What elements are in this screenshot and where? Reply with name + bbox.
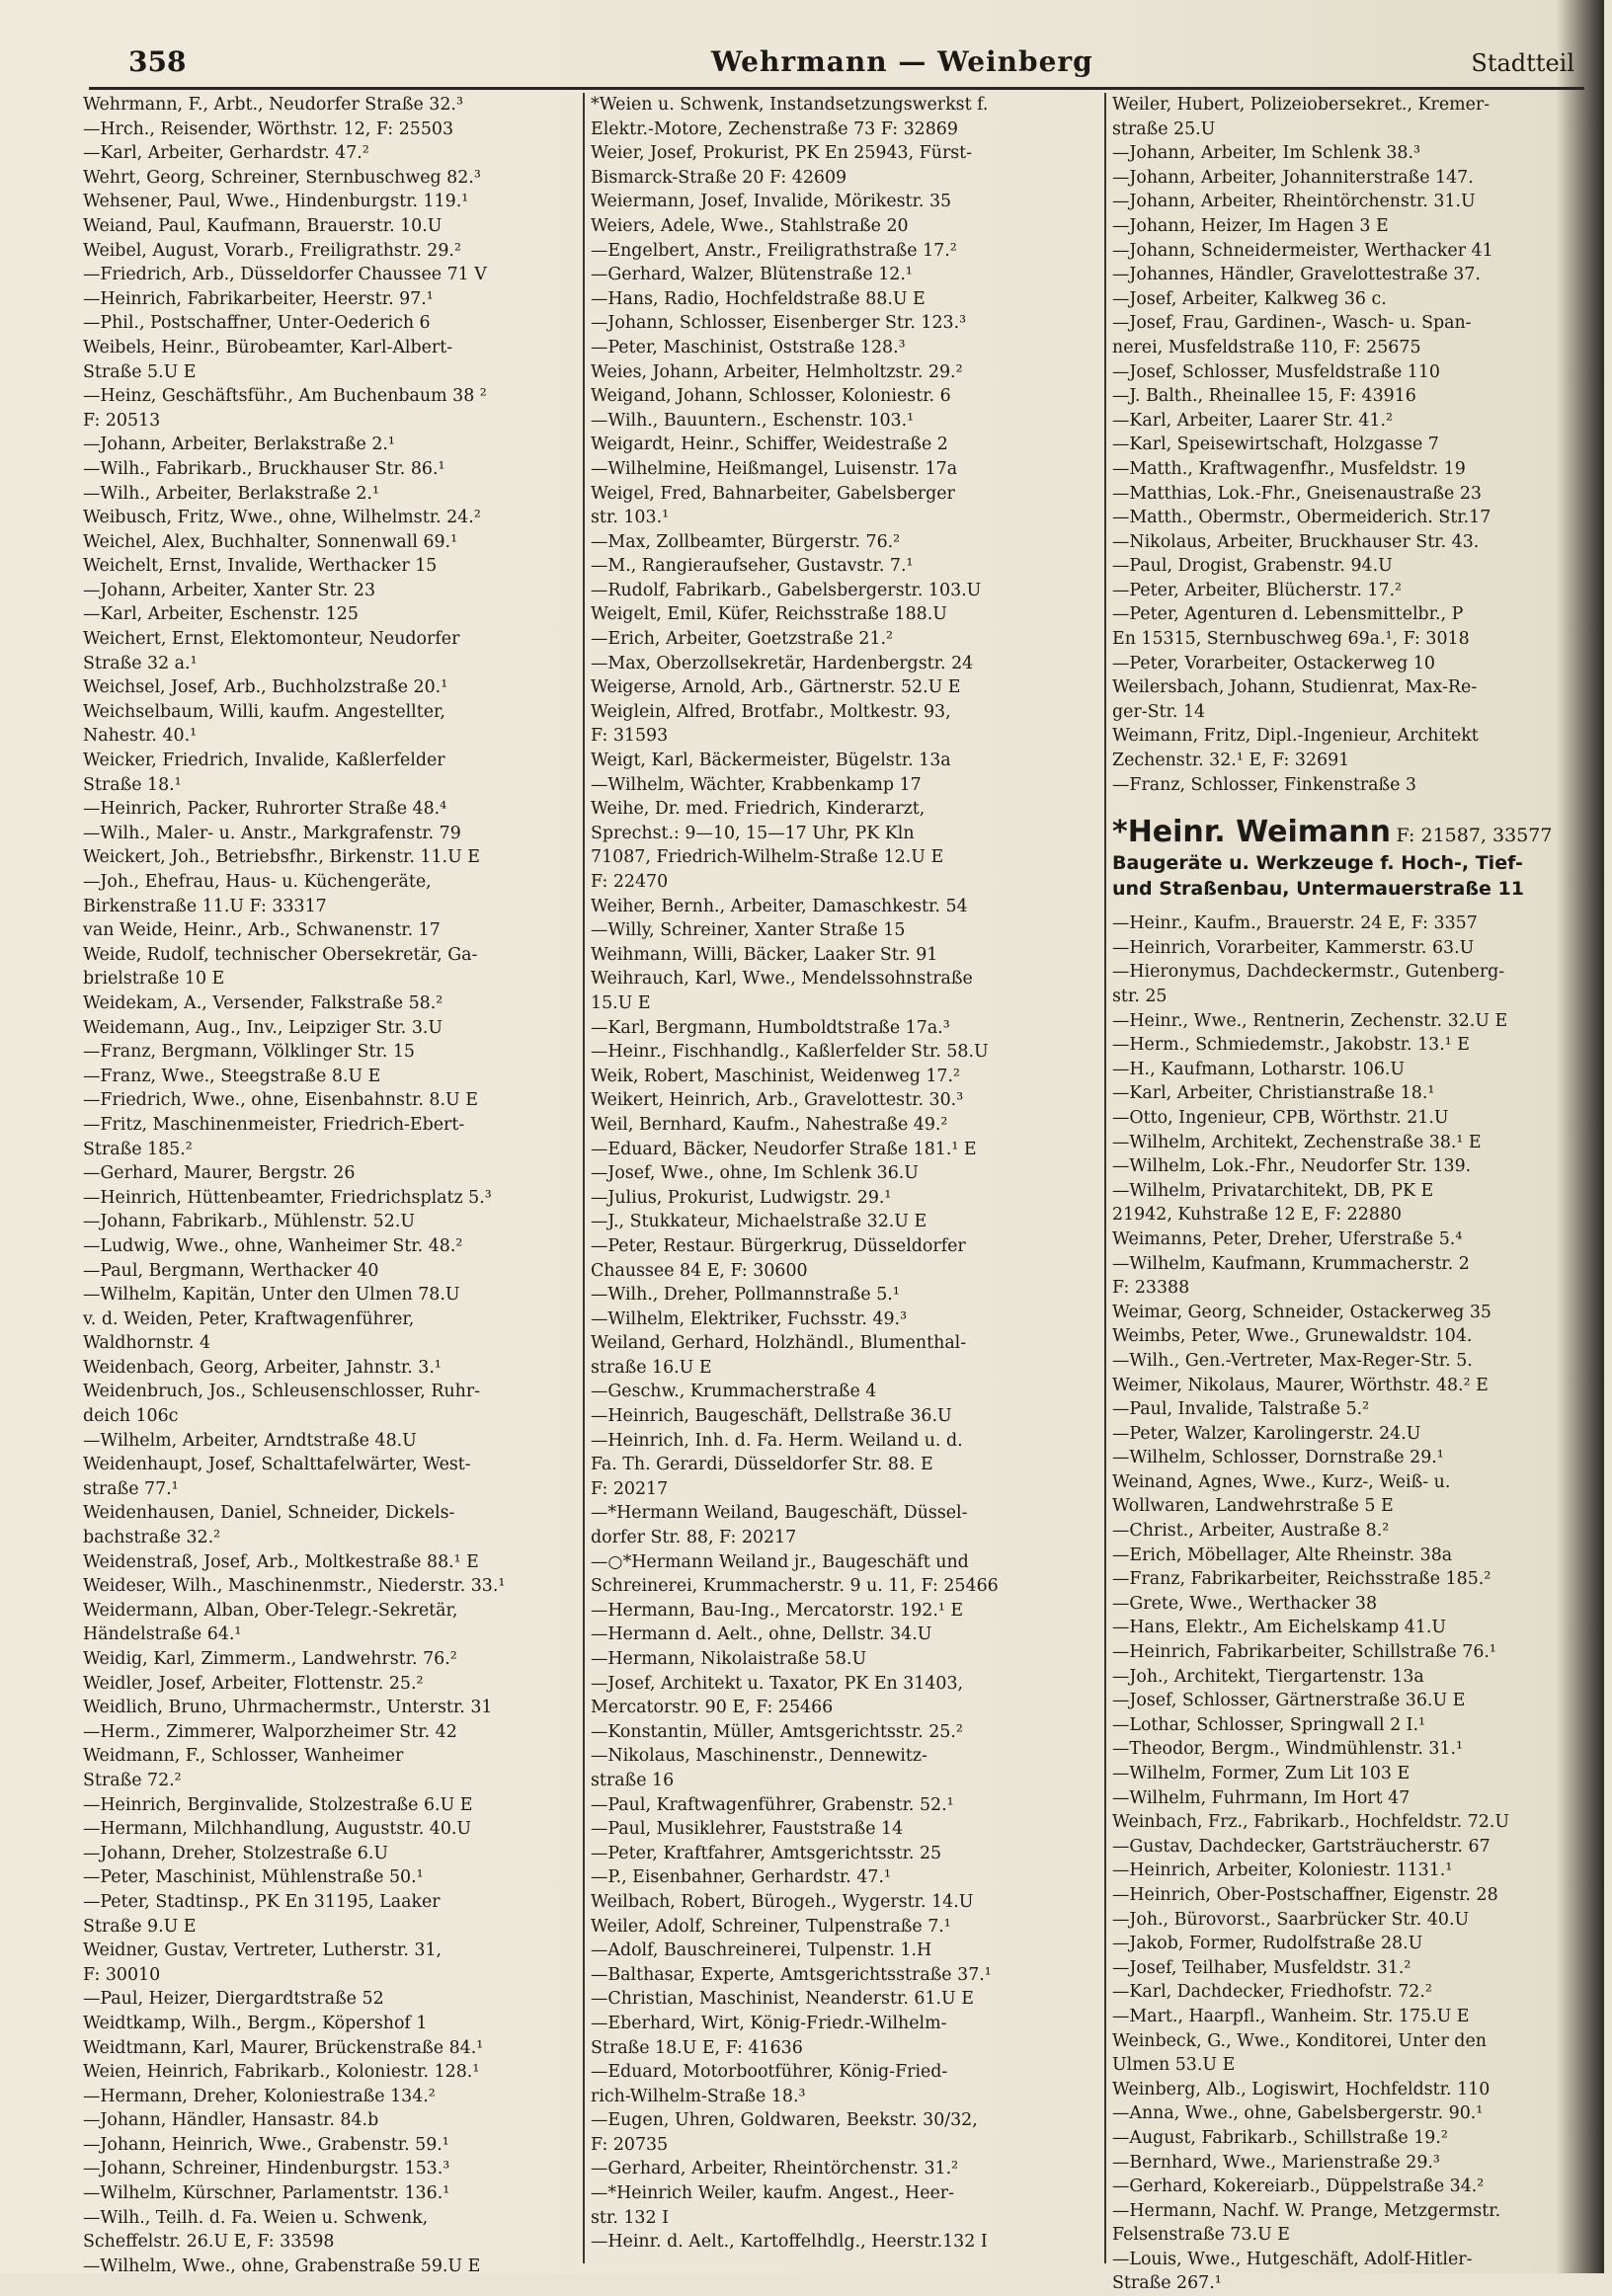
directory-entry: Weigerse, Arnold, Arb., Gärtnerstr. 52.U E [591, 677, 961, 698]
advertisement-block [1112, 815, 1612, 902]
directory-entry: —Hans, Elektr., Am Eichelskamp 41.U [1112, 1618, 1447, 1638]
directory-entry: —Christian, Maschinist, Neanderstr. 61.U E [591, 1989, 974, 2010]
directory-entry: —Peter, Maschinist, Oststraße 128.³ [591, 337, 906, 357]
directory-entry: Weigand, Johann, Schlosser, Koloniestr. 6 [591, 386, 951, 407]
directory-entry: —Nikolaus, Arbeiter, Bruckhauser Str. 43. [1112, 531, 1480, 552]
directory-entry: Weidenstraß, Josef, Arb., Moltkestraße 88.¹ E [83, 1551, 479, 1572]
directory-entry: —Balthasar, Experte, Amtsgerichtsstraße 37.¹ [591, 1964, 992, 1985]
directory-entry: —Wilh., Dreher, Pollmannstraße 5.¹ [591, 1285, 900, 1306]
directory-entry: ger-Str. 14 [1112, 701, 1206, 722]
directory-entry: straße 25.U [1112, 119, 1216, 139]
directory-entry: —J., Stukkateur, Michaelstraße 32.U E [591, 1212, 927, 1232]
directory-entry: Weimar, Georg, Schneider, Ostackerweg 35 [1112, 1302, 1491, 1322]
directory-entry: F: 23388 [1112, 1278, 1190, 1299]
directory-entry: —Wilhelm, Kürschner, Parlamentstr. 136.¹ [83, 2183, 450, 2204]
directory-entry: Weidtmann, Karl, Maurer, Brückenstraße 84.¹ [83, 2037, 484, 2058]
directory-entry: —Lothar, Schlosser, Springwall 2 I.¹ [1112, 1714, 1426, 1735]
directory-entry: Weiher, Bernh., Arbeiter, Damaschkestr. 54 [591, 896, 968, 916]
directory-entry: str. 25 [1112, 987, 1168, 1006]
directory-entry: —*Hermann Weiland, Baugeschäft, Düssel- [591, 1503, 968, 1524]
directory-entry: Straße 9.U E [83, 1916, 197, 1937]
directory-entry: Weigt, Karl, Bäckermeister, Bügelstr. 13a [591, 751, 951, 771]
directory-entry: Weide, Rudolf, technischer Obersekretär, Ga- [83, 944, 478, 965]
directory-entry: Weihrauch, Karl, Wwe., Mendelssohnstraße [591, 969, 973, 990]
directory-entry: —Phil., Postschaffner, Unter-Oederich 6 [83, 313, 431, 334]
directory-entry: —Paul, Bergmann, Werthacker 40 [83, 1260, 379, 1281]
directory-entry: —Josef, Schlosser, Gärtnerstraße 36.U E [1112, 1691, 1466, 1711]
directory-entry: —Johann, Heinrich, Wwe., Grabenstr. 59.¹ [83, 2134, 449, 2155]
directory-entry: —Wilhelm, Arbeiter, Arndtstraße 48.U [83, 1430, 417, 1451]
directory-entry: —Hermann, Milchhandlung, Auguststr. 40.U [83, 1819, 472, 1840]
directory-entry: —Hans, Radio, Hochfeldstraße 88.U E [591, 288, 926, 309]
directory-entry: —Heinr. d. Aelt., Kartoffelhdlg., Heerstr.132 I [591, 2232, 988, 2253]
directory-entry: —Friedrich, Arb., Düsseldorfer Chaussee 71 V [83, 265, 487, 285]
directory-entry: Weikert, Heinrich, Arb., Gravelottestr. 30.³ [591, 1090, 964, 1111]
directory-entry: —P., Eisenbahner, Gerhardstr. 47.¹ [591, 1867, 891, 1888]
directory-entry: rich-Wilhelm-Straße 18.³ [591, 2086, 806, 2106]
directory-entry: Weimanns, Peter, Dreher, Uferstraße 5.⁴ [1112, 1228, 1463, 1249]
directory-entry: Weilersbach, Johann, Studienrat, Max-Re- [1112, 677, 1478, 698]
directory-entry: F: 31593 [591, 726, 669, 747]
directory-entry: Weidlich, Bruno, Uhrmachermstr., Unterstr. 31 [83, 1698, 493, 1718]
directory-entry: Weinand, Agnes, Wwe., Kurz-, Weiß- u. [1112, 1471, 1451, 1492]
directory-entry: Weiler, Adolf, Schreiner, Tulpenstraße 7.¹ [591, 1916, 951, 1937]
directory-entry: En 15315, Sternbuschweg 69a.¹, F: 3018 [1112, 629, 1470, 650]
directory-entry: Weichsel, Josef, Arb., Buchholzstraße 20.¹ [83, 677, 448, 698]
directory-entry: Wehsener, Paul, Wwe., Hindenburgstr. 119.¹ [83, 192, 469, 212]
directory-entry: 71087, Friedrich-Wilhelm-Straße 12.U E [591, 847, 944, 868]
directory-entry: Weiermann, Josef, Invalide, Mörikestr. 35 [591, 192, 952, 212]
directory-entry: Weiler, Hubert, Polizeiobersekret., Kremer- [1112, 95, 1491, 115]
directory-entry: —Wilh., Gen.-Vertreter, Max-Reger-Str. 5. [1112, 1350, 1473, 1371]
directory-entry: —Heinrich, Inh. d. Fa. Herm. Weiland u. d. [591, 1430, 963, 1451]
directory-entry: —Louis, Wwe., Hutgeschäft, Adolf-Hitler- [1112, 2249, 1473, 2269]
directory-entry: v. d. Weiden, Peter, Kraftwagenführer, [83, 1308, 415, 1329]
page-title: Wehrmann — Weinberg [711, 45, 1093, 78]
directory-entry: —*Heinrich Weiler, kaufm. Angest., Heer- [591, 2183, 954, 2204]
directory-entry: —Heinrich, Fabrikarbeiter, Schillstraße 76.¹ [1112, 1642, 1496, 1663]
directory-entry: Weidner, Gustav, Vertreter, Lutherstr. 31, [83, 1940, 443, 1961]
directory-entry: —Max, Zollbeamter, Bürgerstr. 76.² [591, 531, 901, 552]
directory-entry: Weidemann, Aug., Inv., Leipziger Str. 3.U [83, 1017, 443, 1038]
directory-entry: —Grete, Wwe., Werthacker 38 [1112, 1593, 1378, 1614]
directory-entry: Weiers, Adele, Wwe., Stahlstraße 20 [591, 215, 909, 236]
directory-entry: Weidler, Josef, Arbeiter, Flottenstr. 25.² [83, 1673, 424, 1694]
directory-entry: Weimbs, Peter, Wwe., Grunewaldstr. 104. [1112, 1326, 1473, 1347]
directory-entry: nerei, Musfeldstraße 110, F: 25675 [1112, 337, 1421, 357]
directory-entry: —Johann, Arbeiter, Im Schlenk 38.³ [1112, 143, 1420, 164]
directory-entry: —August, Fabrikarb., Schillstraße 19.² [1112, 2127, 1448, 2148]
directory-entry: brielstraße 10 E [83, 969, 225, 990]
ad-description: Baugeräte u. Werkzeuge f. Hoch-, Tief- [1112, 852, 1523, 875]
directory-entry: —Josef, Frau, Gardinen-, Wasch- u. Span- [1112, 313, 1472, 334]
directory-entry: —Peter, Stadtinsp., PK En 31195, Laaker [83, 1891, 441, 1912]
directory-entry: Felsenstraße 73.U E [1112, 2225, 1290, 2246]
directory-entry: Weichelt, Ernst, Invalide, Werthacker 15 [83, 556, 438, 577]
directory-entry: —Heinr., Fischhandlg., Kaßlerfelder Str. 58.U [591, 1042, 989, 1063]
directory-entry: —Paul, Invalide, Talstraße 5.² [1112, 1399, 1370, 1420]
directory-entry: —Gerhard, Maurer, Bergstr. 26 [83, 1163, 356, 1184]
directory-entry: —Josef, Schlosser, Musfeldstraße 110 [1112, 361, 1440, 382]
directory-entry: —Matthias, Lok.-Fhr., Gneisenaustraße 23 [1112, 483, 1482, 504]
directory-entry: Weidekam, A., Versender, Falkstraße 58.² [83, 992, 443, 1013]
directory-entry: Wehrt, Georg, Schreiner, Sternbuschweg 82.³ [83, 167, 481, 188]
directory-entry: —Gustav, Dachdecker, Gartsträucherstr. 67 [1112, 1836, 1491, 1857]
directory-entry: —Peter, Arbeiter, Blücherstr. 17.² [1112, 580, 1403, 600]
page-header [89, 40, 1584, 90]
directory-entry: —Johann, Fabrikarb., Mühlenstr. 52.U [83, 1212, 415, 1232]
directory-entry: F: 20217 [591, 1478, 669, 1499]
directory-entry: —Johann, Arbeiter, Xanter Str. 23 [83, 580, 376, 600]
directory-entry: str. 132 I [591, 2207, 669, 2228]
directory-entry: —Wilh., Fabrikarb., Bruckhauser Str. 86.¹ [83, 458, 445, 479]
directory-entry: —Joh., Architekt, Tiergartenstr. 13a [1112, 1666, 1424, 1687]
directory-entry: F: 20735 [591, 2134, 669, 2155]
directory-entry: —Johann, Schreiner, Hindenburgstr. 153.³ [83, 2159, 450, 2179]
directory-entry: Weinberg, Alb., Logiswirt, Hochfeldstr. 110 [1112, 2079, 1491, 2099]
directory-entry: dorfer Str. 88, F: 20217 [591, 1528, 797, 1548]
directory-entry: Weibels, Heinr., Bürobeamter, Karl-Albert- [83, 337, 453, 357]
directory-entry: Sprechst.: 9—10, 15—17 Uhr, PK Kln [591, 823, 915, 843]
directory-entry: —Anna, Wwe., ohne, Gabelsbergerstr. 90.¹ [1112, 2103, 1484, 2124]
directory-entry: —Wilhelm, Former, Zum Lit 103 E [1112, 1764, 1410, 1783]
directory-entry: —Josef, Wwe., ohne, Im Schlenk 36.U [591, 1163, 919, 1184]
directory-entry: —Heinrich, Ober-Postschaffner, Eigenstr. 28 [1112, 1884, 1498, 1905]
directory-entry: Birkenstraße 11.U F: 33317 [83, 896, 327, 916]
directory-entry: Mercatorstr. 90 E, F: 25466 [591, 1698, 834, 1718]
directory-entry: Ulmen 53.U E [1112, 2055, 1236, 2076]
directory-entry: —○*Hermann Weiland jr., Baugeschäft und [591, 1551, 969, 1572]
directory-entry: —Erich, Arbeiter, Goetzstraße 21.² [591, 629, 894, 650]
directory-entry: —Josef, Teilhaber, Musfeldstr. 31.² [1112, 1957, 1411, 1978]
directory-entry: Weies, Johann, Arbeiter, Helmholtzstr. 29.² [591, 361, 963, 382]
directory-entry: —Willy, Schreiner, Xanter Straße 15 [591, 920, 906, 941]
directory-entry: —Herm., Zimmerer, Walporzheimer Str. 42 [83, 1721, 457, 1742]
directory-entry: Straße 18.U E, F: 41636 [591, 2037, 803, 2058]
directory-entry: —Heinrich, Berginvalide, Stolzestraße 6.U E [83, 1794, 473, 1815]
directory-entry: —Rudolf, Fabrikarb., Gabelsbergerstr. 103.U [591, 580, 982, 600]
directory-entry: —Paul, Kraftwagenführer, Grabenstr. 52.¹ [591, 1794, 954, 1815]
directory-entry: Elektr.-Motore, Zechenstraße 73 F: 32869 [591, 119, 958, 139]
directory-entry: —Johann, Heizer, Im Hagen 3 E [1112, 215, 1389, 236]
district-label: Stadtteil [1471, 49, 1574, 77]
directory-entry: F: 22470 [591, 872, 669, 892]
directory-entry: Weimann, Fritz, Dipl.-Ingenieur, Architekt [1112, 726, 1479, 747]
directory-entry: Weidtkamp, Wilh., Bergm., Köpershof 1 [83, 2013, 428, 2033]
directory-entry: Weimer, Nikolaus, Maurer, Wörthstr. 48.² E [1112, 1375, 1489, 1395]
directory-entry: Weigelt, Emil, Küfer, Reichsstraße 188.U [591, 604, 947, 625]
directory-entry: —Erich, Möbellager, Alte Rheinstr. 38a [1112, 1544, 1453, 1565]
directory-entry: Fa. Th. Gerardi, Düsseldorfer Str. 88. E [591, 1455, 933, 1475]
directory-entry: —Fritz, Maschinenmeister, Friedrich-Ebert- [83, 1114, 465, 1135]
directory-entry: —Wilhelm, Schlosser, Dornstraße 29.¹ [1112, 1448, 1444, 1468]
directory-entry: —Heinr., Wwe., Rentnerin, Zechenstr. 32.U E [1112, 1010, 1508, 1031]
directory-entry: —Hermann, Nikolaistraße 58.U [591, 1649, 867, 1669]
directory-entry: —Wilhelm, Kaufmann, Krummacherstr. 2 [1112, 1253, 1470, 1274]
column-2 [583, 93, 1108, 2263]
directory-entry: —Jakob, Former, Rudolfstraße 28.U [1112, 1934, 1423, 1954]
directory-entry: —Eberhard, Wirt, König-Friedr.-Wilhelm- [591, 2013, 947, 2033]
directory-entry: Weideser, Wilh., Maschinenmstr., Niederstr. 33.¹ [83, 1576, 506, 1597]
directory-entry: —Karl, Arbeiter, Gerhardstr. 47.² [83, 143, 369, 164]
directory-entry: —Paul, Musiklehrer, Fauststraße 14 [591, 1819, 904, 1840]
directory-entry: 15.U E [591, 992, 651, 1013]
directory-entry: Weidenbruch, Jos., Schleusenschlosser, Ruhr- [83, 1382, 481, 1402]
directory-entry: —Matth., Obermstr., Obermeiderich. Str.17 [1112, 508, 1491, 528]
directory-entry: —Karl, Bergmann, Humboldtstraße 17a.³ [591, 1017, 950, 1038]
directory-entry: —H., Kaufmann, Lotharstr. 106.U [1112, 1059, 1406, 1079]
directory-entry: —Heinrich, Packer, Ruhrorter Straße 48.⁴ [83, 799, 447, 820]
ad-description: und Straßenbau, Untermauerstraße 11 [1112, 878, 1524, 901]
directory-entry: Weicker, Friedrich, Invalide, Kaßlerfelder [83, 751, 445, 771]
directory-entry: —Hieronymus, Dachdeckermstr., Gutenberg- [1112, 962, 1505, 983]
directory-entry: —Hermann d. Aelt., ohne, Dellstr. 34.U [591, 1624, 932, 1645]
directory-entry: deich 106c [83, 1406, 179, 1427]
directory-entry: —Hermann, Dreher, Koloniestraße 134.² [83, 2086, 436, 2106]
directory-entry: —Wilh., Arbeiter, Berlakstraße 2.¹ [83, 483, 379, 504]
directory-entry: bachstraße 32.² [83, 1528, 221, 1548]
directory-entry: —Johann, Dreher, Stolzestraße 6.U [83, 1843, 389, 1863]
directory-entry: —Joh., Ehefrau, Haus- u. Küchengeräte, [83, 872, 432, 892]
directory-entry: —Johann, Arbeiter, Berlakstraße 2.¹ [83, 435, 395, 455]
directory-entry: —Josef, Arbeiter, Kalkweg 36 c. [1112, 288, 1387, 309]
directory-entry: Weidermann, Alban, Ober-Telegr.-Sekretär, [83, 1600, 458, 1621]
column-3 [1104, 93, 1612, 2294]
directory-entry: Weidmann, F., Schlosser, Wanheimer [83, 1746, 404, 1767]
directory-entry: —Paul, Drogist, Grabenstr. 94.U [1112, 556, 1393, 577]
directory-entry: —Franz, Schlosser, Finkenstraße 3 [1112, 774, 1416, 795]
directory-entry: Straße 185.² [83, 1139, 193, 1159]
directory-entry: —Heinr., Kaufm., Brauerstr. 24 E, F: 3357 [1112, 913, 1478, 934]
directory-entry: —Karl, Arbeiter, Eschenstr. 125 [83, 604, 359, 625]
directory-entry: —Eugen, Uhren, Goldwaren, Beekstr. 30/32, [591, 2110, 978, 2131]
directory-entry: Straße 72.² [83, 1770, 182, 1790]
directory-entry: —Josef, Architekt u. Taxator, PK En 31403, [591, 1673, 964, 1694]
directory-entry: —Peter, Restaur. Bürgerkrug, Düsseldorfer [591, 1235, 966, 1256]
directory-entry: —Heinrich, Vorarbeiter, Kammerstr. 63.U [1112, 937, 1475, 958]
directory-entry: Weibusch, Fritz, Wwe., ohne, Wilhelmstr. 24.² [83, 508, 481, 528]
directory-entry: *Weien u. Schwenk, Instandsetzungswerkst f. [591, 95, 989, 115]
directory-entry: —Wilh., Maler- u. Anstr., Markgrafenstr. 79 [83, 823, 461, 843]
directory-entry: Chaussee 84 E, F: 30600 [591, 1260, 808, 1281]
directory-entry: Weidenbach, Georg, Arbeiter, Jahnstr. 3.¹ [83, 1357, 442, 1378]
directory-entry: Wehrmann, F., Arbt., Neudorfer Straße 32.³ [83, 95, 463, 115]
directory-entry: van Weide, Heinr., Arb., Schwanenstr. 17 [83, 920, 441, 941]
directory-entry: Weilbach, Robert, Bürogeh., Wygerstr. 14.U [591, 1891, 974, 1912]
page-number: 358 [128, 45, 187, 78]
directory-entry: Händelstraße 64.¹ [83, 1624, 242, 1645]
directory-entry: —Konstantin, Müller, Amtsgerichtsstr. 25.² [591, 1721, 963, 1742]
directory-entry: —Johann, Arbeiter, Rheintörchenstr. 31.U [1112, 192, 1476, 212]
directory-entry: Scheffelstr. 26.U E, F: 33598 [83, 2232, 335, 2253]
directory-entry: Weihmann, Willi, Bäcker, Laaker Str. 91 [591, 944, 938, 965]
directory-entry: —Julius, Prokurist, Ludwigstr. 29.¹ [591, 1187, 892, 1208]
directory-entry: —Wilhelmine, Heißmangel, Luisenstr. 17a [591, 458, 958, 479]
directory-entry: —Hermann, Nachf. W. Prange, Metzgermstr. [1112, 2200, 1501, 2221]
directory-entry: —Wilhelm, Architekt, Zechenstraße 38.¹ E [1112, 1132, 1482, 1152]
directory-entry: straße 77.¹ [83, 1478, 179, 1499]
directory-entry: Nahestr. 40.¹ [83, 726, 198, 747]
directory-entry: —Peter, Walzer, Karolingerstr. 24.U [1112, 1423, 1421, 1444]
directory-entry: —Johann, Händler, Hansastr. 84.b [83, 2110, 379, 2131]
directory-entry: straße 16 [591, 1770, 675, 1790]
directory-entry: —Christ., Arbeiter, Austraße 8.² [1112, 1521, 1390, 1542]
directory-entry: —Heinrich, Hüttenbeamter, Friedrichsplatz 5.³ [83, 1187, 492, 1208]
directory-entry: —Matth., Kraftwagenfhr., Musfeldstr. 19 [1112, 458, 1466, 479]
directory-entry: —Wilh., Teilh. d. Fa. Weien u. Schwenk, [83, 2207, 429, 2228]
ad-phone: F: 21587, 33577 [1396, 825, 1553, 847]
directory-entry: Weidenhaupt, Josef, Schalttafelwärter, West- [83, 1455, 471, 1475]
directory-entry: —Heinz, Geschäftsführ., Am Buchenbaum 38 ² [83, 386, 487, 407]
directory-entry: —Herm., Schmiedemstr., Jakobstr. 13.¹ E [1112, 1035, 1470, 1056]
directory-entry: Straße 267.¹ [1112, 2273, 1222, 2294]
directory-entry: —Eduard, Motorbootführer, König-Fried- [591, 2062, 948, 2083]
directory-entry: Weinbeck, G., Wwe., Konditorei, Unter den [1112, 2030, 1487, 2051]
directory-entry: Weiglein, Alfred, Brotfabr., Moltkestr. 93, [591, 701, 951, 722]
directory-entry: —Peter, Agenturen d. Lebensmittelbr., P [1112, 604, 1464, 625]
directory-entry: Weibel, August, Vorarb., Freiligrathstr. 29.² [83, 240, 461, 261]
directory-entry: —Wilhelm, Wwe., ohne, Grabenstraße 59.U E [83, 2256, 481, 2276]
directory-entry: —Wilhelm, Privatarchitekt, DB, PK E [1112, 1180, 1434, 1201]
directory-entry: Weik, Robert, Maschinist, Weidenweg 17.² [591, 1066, 960, 1086]
directory-entry: —Wilh., Bauuntern., Eschenstr. 103.¹ [591, 410, 915, 431]
directory-entry: —Wilhelm, Kapitän, Unter den Ulmen 78.U [83, 1285, 460, 1306]
directory-entry: Weidenhausen, Daniel, Schneider, Dickels- [83, 1503, 455, 1524]
directory-entry: str. 103.¹ [591, 508, 670, 528]
directory-entry: —Paul, Heizer, Diergardtstraße 52 [83, 1989, 384, 2010]
directory-entry: —Wilhelm, Elektriker, Fuchsstr. 49.³ [591, 1308, 908, 1329]
ad-company-name: *Heinr. Weimann [1112, 815, 1392, 850]
directory-entry: Weickert, Joh., Betriebsfhr., Birkenstr. 11.U E [83, 847, 480, 868]
directory-entry: —Theodor, Bergm., Windmühlenstr. 31.¹ [1112, 1739, 1464, 1760]
directory-entry: —Peter, Maschinist, Mühlenstraße 50.¹ [83, 1867, 424, 1888]
directory-entry: —Peter, Vorarbeiter, Ostackerweg 10 [1112, 653, 1435, 673]
directory-entry: straße 16.U E [591, 1357, 712, 1378]
directory-entry: —Karl, Dachdecker, Friedhofstr. 72.² [1112, 1982, 1432, 2003]
directory-entry: —Ludwig, Wwe., ohne, Wanheimer Str. 48.² [83, 1235, 463, 1256]
directory-entry: —Hermann, Bau-Ing., Mercatorstr. 192.¹ E [591, 1600, 964, 1621]
directory-entry: —Wilhelm, Fuhrmann, Im Hort 47 [1112, 1787, 1410, 1808]
directory-entry: Waldhornstr. 4 [83, 1333, 211, 1354]
directory-entry: —Franz, Fabrikarbeiter, Reichsstraße 185.² [1112, 1569, 1491, 1590]
directory-entry: —M., Rangieraufseher, Gustavstr. 7.¹ [591, 556, 914, 577]
directory-entry: Weiand, Paul, Kaufmann, Brauerstr. 10.U [83, 215, 443, 236]
directory-entry: Schreinerei, Krummacherstr. 9 u. 11, F: 25466 [591, 1576, 999, 1597]
directory-entry: —Geschw., Krummacherstraße 4 [591, 1382, 877, 1402]
directory-entry: Weier, Josef, Prokurist, PK En 25943, Fürst- [591, 143, 973, 164]
directory-entry: Weinbach, Frz., Fabrikarb., Hochfeldstr. 72.U [1112, 1812, 1510, 1833]
directory-entry: —Adolf, Bauschreinerei, Tulpenstr. 1.H [591, 1940, 932, 1961]
directory-entry: Weigardt, Heinr., Schiffer, Weidestraße 2 [591, 435, 948, 455]
directory-entry: 21942, Kuhstraße 12 E, F: 22880 [1112, 1205, 1402, 1226]
directory-entry: —Heinrich, Arbeiter, Koloniestr. 1131.¹ [1112, 1861, 1453, 1881]
directory-entry: Zechenstr. 32.¹ E, F: 32691 [1112, 751, 1350, 771]
directory-entry: —Gerhard, Walzer, Blütenstraße 12.¹ [591, 265, 913, 285]
directory-entry: Weien, Heinrich, Fabrikarb., Koloniestr. 128.¹ [83, 2062, 480, 2083]
directory-entry: —Bernhard, Wwe., Marienstraße 29.³ [1112, 2152, 1440, 2173]
directory-entry: Straße 18.¹ [83, 774, 182, 795]
directory-entry: Weiland, Gerhard, Holzhändl., Blumenthal- [591, 1333, 967, 1354]
directory-entry: —Johann, Schneidermeister, Werthacker 41 [1112, 240, 1493, 261]
directory-entry: —Heinrich, Fabrikarbeiter, Heerstr. 97.¹ [83, 288, 434, 309]
directory-entry: F: 20513 [83, 410, 161, 431]
directory-entry: Weil, Bernhard, Kaufm., Nahestraße 49.² [591, 1114, 948, 1135]
directory-entry: —Otto, Ingenieur, CPB, Wörthstr. 21.U [1112, 1107, 1449, 1128]
directory-entry: —Karl, Speisewirtschaft, Holzgasse 7 [1112, 435, 1439, 455]
directory-entry: F: 30010 [83, 1964, 161, 1985]
directory-entry: —Karl, Arbeiter, Christianstraße 18.¹ [1112, 1083, 1435, 1104]
directory-entry: —Nikolaus, Maschinenstr., Dennewitz- [591, 1746, 927, 1767]
directory-entry: Bismarck-Straße 20 F: 42609 [591, 167, 847, 188]
directory-entry: —Hrch., Reisender, Wörthstr. 12, F: 25503 [83, 119, 454, 139]
directory-entry: —J. Balth., Rheinallee 15, F: 43916 [1112, 386, 1416, 407]
directory-entry: —Wilhelm, Lok.-Fhr., Neudorfer Str. 139. [1112, 1156, 1472, 1177]
directory-entry: Weidig, Karl, Zimmerm., Landwehrstr. 76.² [83, 1649, 457, 1669]
directory-entry: —Wilhelm, Wächter, Krabbenkamp 17 [591, 774, 922, 795]
directory-entry: —Johann, Schlosser, Eisenberger Str. 123.³ [591, 313, 967, 334]
column-1 [83, 93, 579, 2276]
directory-entry: —Mart., Haarpfl., Wanheim. Str. 175.U E [1112, 2006, 1470, 2026]
directory-entry: —Johann, Arbeiter, Johanniterstraße 147. [1112, 167, 1474, 188]
directory-entry: —Johannes, Händler, Gravelottestraße 37. [1112, 265, 1481, 285]
directory-entry: —Franz, Bergmann, Völklinger Str. 15 [83, 1042, 415, 1063]
directory-entry: Weichert, Ernst, Elektomonteur, Neudorfer [83, 629, 460, 650]
directory-entry: —Peter, Kraftfahrer, Amtsgerichtsstr. 25 [591, 1843, 942, 1863]
directory-entry: —Gerhard, Kokereiarb., Düppelstraße 34.² [1112, 2177, 1485, 2197]
directory-entry: —Friedrich, Wwe., ohne, Eisenbahnstr. 8.U E [83, 1090, 478, 1111]
directory-entry: Weichselbaum, Willi, kaufm. Angestellter, [83, 701, 445, 722]
directory-entry: —Engelbert, Anstr., Freiligrathstraße 17.² [591, 240, 957, 261]
directory-entry: —Karl, Arbeiter, Laarer Str. 41.² [1112, 410, 1393, 431]
directory-entry: —Max, Oberzollsekretär, Hardenbergstr. 24 [591, 653, 974, 673]
directory-entry: —Joh., Bürovorst., Saarbrücker Str. 40.U [1112, 1909, 1470, 1930]
directory-entry: Weihe, Dr. med. Friedrich, Kinderarzt, [591, 799, 926, 820]
directory-entry: Straße 32 a.¹ [83, 653, 198, 673]
directory-entry: —Gerhard, Arbeiter, Rheintörchenstr. 31.² [591, 2159, 959, 2179]
directory-entry: —Eduard, Bäcker, Neudorfer Straße 181.¹ E [591, 1139, 977, 1159]
directory-entry: —Heinrich, Baugeschäft, Dellstraße 36.U [591, 1406, 952, 1427]
directory-entry: Straße 5.U E [83, 361, 197, 382]
directory-entry: Weichel, Alex, Buchhalter, Sonnenwall 69.¹ [83, 531, 458, 552]
directory-entry: Wollwaren, Landwehrstraße 5 E [1112, 1496, 1394, 1517]
directory-entry: Weigel, Fred, Bahnarbeiter, Gabelsberger [591, 483, 955, 504]
directory-entry: —Franz, Wwe., Steegstraße 8.U E [83, 1066, 381, 1086]
